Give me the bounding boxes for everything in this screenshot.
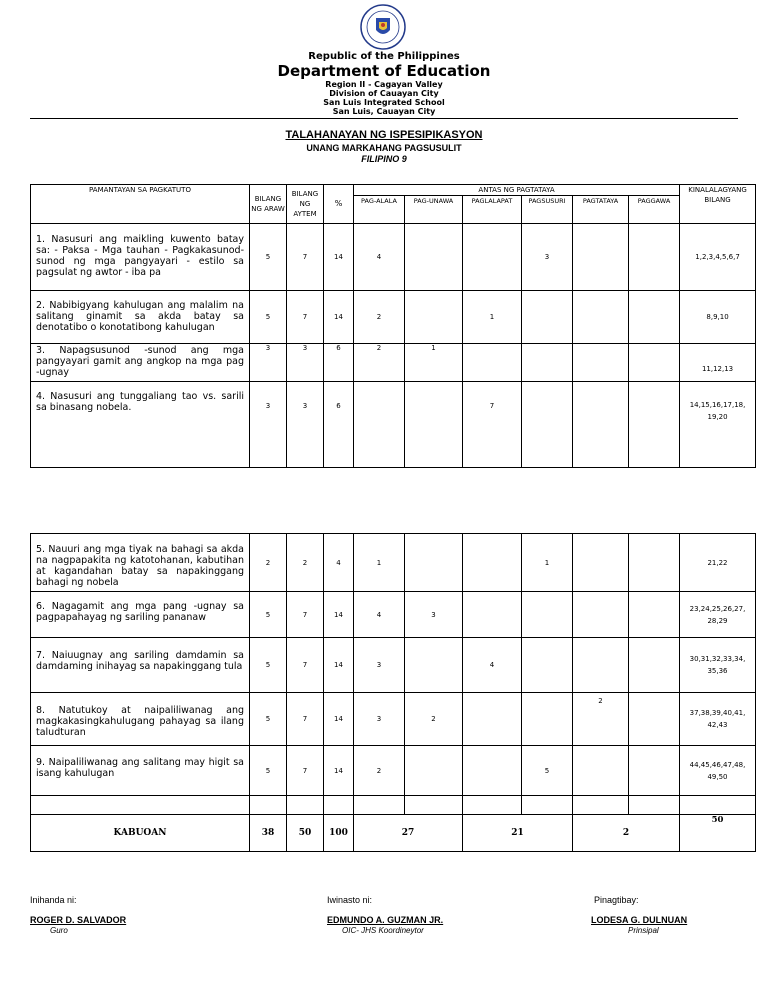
- level-cell: [573, 224, 629, 291]
- checked-by-role: OIC- JHS Koordineytor: [342, 926, 424, 935]
- days-cell: 5: [250, 291, 287, 344]
- level-cell: 1: [522, 534, 573, 592]
- level-cell: [463, 693, 522, 746]
- level-cell: [629, 224, 680, 291]
- department-title: Department of Education: [277, 62, 491, 80]
- total-percent: 100: [324, 815, 354, 852]
- table-row: [31, 344, 756, 382]
- level-cell: [573, 638, 629, 693]
- level-cell: 7: [463, 382, 522, 468]
- level-cell: [522, 344, 573, 382]
- level-cell: [573, 746, 629, 796]
- total-group2: 21: [463, 815, 573, 852]
- level-cell: [629, 344, 680, 382]
- level-cell: 4: [354, 224, 405, 291]
- percent-cell: 6: [324, 344, 354, 382]
- level-cell: [573, 291, 629, 344]
- days-cell: 5: [250, 592, 287, 638]
- table-row: [31, 382, 756, 468]
- level-cell: 1: [405, 344, 463, 382]
- level-cell: [573, 592, 629, 638]
- days-cell: 3: [250, 344, 287, 382]
- location-cell: 23,24,25,26,27, 28,29: [680, 592, 756, 638]
- days-cell: 3: [250, 382, 287, 468]
- empty-row: [31, 796, 756, 815]
- level-cell: [405, 291, 463, 344]
- level-cell: [522, 382, 573, 468]
- total-location: 50: [680, 815, 756, 852]
- level-cell: 5: [522, 746, 573, 796]
- level-cell: [629, 592, 680, 638]
- items-cell: 7: [287, 592, 324, 638]
- col-competency-header: PAMANTAYAN SA PAGKATUTO: [31, 185, 250, 224]
- items-cell: 2: [287, 534, 324, 592]
- days-cell: 5: [250, 746, 287, 796]
- competency-cell: 2. Nabibigyang kahulugan ang malalim na salitang ginamit sa akda batay sa denotatibo o konotatibong kahulugan: [31, 291, 250, 344]
- competency-cell: 6. Nagagamit ang mga pang -ugnay sa pagpapahayag ng sariling pananaw: [31, 592, 250, 638]
- level-cell: [405, 638, 463, 693]
- level-cell: [522, 638, 573, 693]
- table-row: [31, 638, 756, 693]
- checked-by-caption: Iwinasto ni:: [327, 895, 373, 905]
- level-cell: 1: [354, 534, 405, 592]
- approved-by-role: Prinsipal: [628, 926, 659, 935]
- percent-cell: 14: [324, 746, 354, 796]
- prepared-by-role: Guro: [50, 926, 68, 935]
- prepared-by-caption: Inihanda ni:: [30, 895, 77, 905]
- level-cell: [354, 382, 405, 468]
- location-cell: 30,31,32,33,34, 35,36: [680, 638, 756, 693]
- days-cell: 5: [250, 693, 287, 746]
- document-title: TALAHANAYAN NG ISPESIPIKASYON: [285, 129, 483, 141]
- location-cell: 1,2,3,4,5,6,7: [680, 224, 756, 291]
- col-percent-header: %: [324, 185, 354, 224]
- level-cell: 2: [573, 693, 629, 746]
- col-levels-header: ANTAS NG PAGTATAYA: [354, 185, 680, 196]
- school-line: San Luis Integrated School: [323, 98, 445, 107]
- document-subtitle: UNANG MARKAHANG PAGSUSULIT: [306, 143, 462, 153]
- level-cell: [463, 224, 522, 291]
- percent-cell: 14: [324, 224, 354, 291]
- table-row: [31, 746, 756, 796]
- total-group3: 2: [573, 815, 680, 852]
- percent-cell: 14: [324, 693, 354, 746]
- level-cell: [629, 382, 680, 468]
- spec-table-part2: [30, 533, 756, 852]
- total-row: [31, 815, 756, 852]
- level-cell: [405, 746, 463, 796]
- col-days-header: BILANG NG ARAW: [250, 185, 287, 224]
- region-line: Region II - Cagayan Valley: [325, 80, 443, 89]
- level-cell: 3: [405, 592, 463, 638]
- level-cell: [463, 746, 522, 796]
- level-cell: [405, 224, 463, 291]
- items-cell: 7: [287, 291, 324, 344]
- deped-seal-logo: [360, 4, 406, 50]
- competency-cell: 4. Nasusuri ang tunggaliang tao vs. sarili sa binasang nobela.: [31, 382, 250, 468]
- level-cell: [629, 291, 680, 344]
- level-cell: 2: [405, 693, 463, 746]
- approved-by-caption: Pinagtibay:: [594, 895, 639, 905]
- level-cell: 4: [463, 638, 522, 693]
- level-cell: [573, 344, 629, 382]
- level-header: PAGGAWA: [629, 196, 680, 224]
- items-cell: 7: [287, 638, 324, 693]
- percent-cell: 4: [324, 534, 354, 592]
- table-row: [31, 224, 756, 291]
- days-cell: 5: [250, 224, 287, 291]
- level-cell: 3: [354, 638, 405, 693]
- total-days: 38: [250, 815, 287, 852]
- level-cell: [573, 382, 629, 468]
- table-row: [31, 534, 756, 592]
- level-header: PAG-UNAWA: [405, 196, 463, 224]
- spec-table-part1: [30, 184, 756, 468]
- level-cell: [629, 534, 680, 592]
- percent-cell: 14: [324, 291, 354, 344]
- competency-cell: 3. Napagsusunod -sunod ang mga pangyayari gamit ang angkop na mga pag -ugnay: [31, 344, 250, 382]
- competency-cell: 7. Naiuugnay ang sariling damdamin sa damdaming inihayag sa napakinggang tula: [31, 638, 250, 693]
- percent-cell: 14: [324, 592, 354, 638]
- level-cell: 3: [522, 224, 573, 291]
- location-cell: 14,15,16,17,18, 19,20: [680, 382, 756, 468]
- percent-cell: 6: [324, 382, 354, 468]
- level-cell: 1: [463, 291, 522, 344]
- competency-cell: 8. Natutukoy at naipaliliwanag ang magkakasingkahulugang pahayag sa ilang taludturan: [31, 693, 250, 746]
- level-cell: 2: [354, 344, 405, 382]
- items-cell: 7: [287, 746, 324, 796]
- percent-cell: 14: [324, 638, 354, 693]
- checked-by-name: EDMUNDO A. GUZMAN JR.: [327, 915, 444, 925]
- level-cell: [629, 746, 680, 796]
- level-cell: 2: [354, 291, 405, 344]
- competency-cell: 9. Naipaliliwanag ang salitang may higit sa isang kahulugan: [31, 746, 250, 796]
- header-divider: [30, 118, 738, 119]
- level-cell: [463, 534, 522, 592]
- level-cell: [629, 693, 680, 746]
- level-cell: 4: [354, 592, 405, 638]
- level-header: PAGTATAYA: [573, 196, 629, 224]
- republic-line: Republic of the Philippines: [308, 51, 460, 62]
- level-cell: [522, 291, 573, 344]
- days-cell: 2: [250, 534, 287, 592]
- level-cell: 2: [354, 746, 405, 796]
- level-header: PAGLALAPAT: [463, 196, 522, 224]
- approved-by-name: LODESA G. DULNUAN: [591, 915, 688, 925]
- items-cell: 3: [287, 344, 324, 382]
- total-group1: 27: [354, 815, 463, 852]
- address-line: San Luis, Cauayan City: [332, 107, 436, 116]
- level-header: PAG-ALALA: [354, 196, 405, 224]
- items-cell: 3: [287, 382, 324, 468]
- level-cell: [522, 693, 573, 746]
- location-cell: 8,9,10: [680, 291, 756, 344]
- col-items-header: BILANG NG AYTEM: [287, 185, 324, 224]
- prepared-by-name: ROGER D. SALVADOR: [30, 915, 127, 925]
- location-cell: 11,12,13: [680, 344, 756, 382]
- total-label: KABUOAN: [31, 815, 250, 852]
- total-items: 50: [287, 815, 324, 852]
- items-cell: 7: [287, 693, 324, 746]
- level-header: PAGSUSURI: [522, 196, 573, 224]
- competency-cell: 5. Nauuri ang mga tiyak na bahagi sa akda na nagpapakita ng katotohanan, kabutihan at kagandahan batay sa napakinggang bahagi ng nobela: [31, 534, 250, 592]
- location-cell: 37,38,39,40,41, 42,43: [680, 693, 756, 746]
- items-cell: 7: [287, 224, 324, 291]
- location-cell: 21,22: [680, 534, 756, 592]
- subject-label: FILIPINO 9: [361, 154, 407, 164]
- level-cell: [629, 638, 680, 693]
- competency-cell: 1. Nasusuri ang maikling kuwento batay sa: - Paksa - Mga tauhan - Pagkakasunod-sunod ng mga pangyayari - estilo sa pagsulat ng awtor - iba pa: [31, 224, 250, 291]
- table-row: [31, 592, 756, 638]
- table-row: [31, 291, 756, 344]
- location-cell: 44,45,46,47,48, 49,50: [680, 746, 756, 796]
- level-cell: [405, 382, 463, 468]
- table-row: [31, 693, 756, 746]
- level-cell: [573, 534, 629, 592]
- days-cell: 5: [250, 638, 287, 693]
- level-cell: [522, 592, 573, 638]
- level-cell: [463, 592, 522, 638]
- level-cell: [463, 344, 522, 382]
- col-location-header: KINALALAGYANG BILANG: [680, 185, 756, 224]
- division-line: Division of Cauayan City: [329, 89, 439, 98]
- level-cell: 3: [354, 693, 405, 746]
- level-cell: [405, 534, 463, 592]
